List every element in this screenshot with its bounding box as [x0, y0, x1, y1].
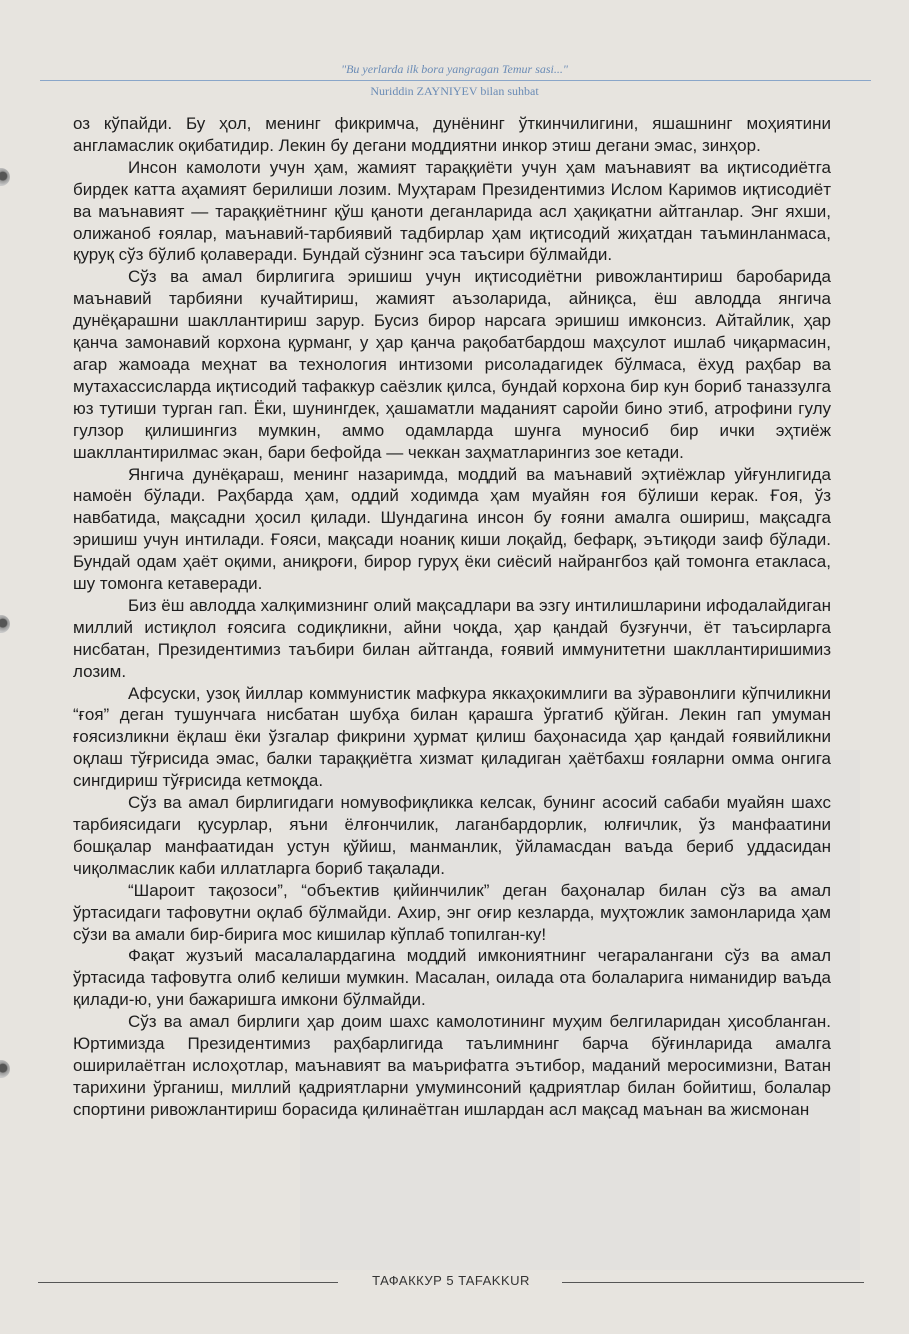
binder-hole [0, 168, 10, 186]
footer-label: ТАФАККУР 5 TAFAKKUR [372, 1273, 530, 1288]
paragraph: “Шароит тақозоси”, “объектив қийинчилик” деган баҳоналар билан сўз ва амал ўртасидаги тафовутни оқлаб бўлмайди. Ахир, энг оғир кезларда, муҳтожлик замонларида ҳам сўзи ва амали бир-бирига мос кишилар кўплаб топилган-ку! [73, 880, 831, 944]
paragraph: Фақат жузъий масалалардагина моддий имкониятнинг чегаралангани сўз ва амал ўртасида тафовутга олиб келиши мумкин. Масалан, оилада ота болаларига ниманидир ваъда қилади-ю, уни бажаришга имкони бўлмайди. [73, 946, 831, 1010]
paragraph: Сўз ва амал бирлигидаги номувофиқликка келсак, бунинг асосий сабаби муайян шахс тарбиясидаги қусурлар, яъни ёлғончилик, лаганбардорлик, юлғичлик, ўз манфаатини бошқалар манфаатидан устун қўйиш, манманлик, ўйламасдан ваъда бериб уддасидан чиқолмаслик каби иллатларга бориб тақалади. [73, 793, 831, 878]
header-quote: "Bu yerlarda ilk bora yangragan Temur sasi..." [341, 62, 568, 76]
paragraph: Янгича дунёқараш, менинг назаримда, моддий ва маънавий эҳтиёжлар уйғунлигида намоён бўлади. Раҳбарда ҳам, оддий ходимда ҳам муайян ғоя бўлиши керак. Ғоя, ўз навбатида, мақсадни ҳосил қилади. Шундагина инсон бу ғояни амалга ошириш, мақсадга эришиш учун интилади. Ғояси, мақсади ноаниқ киши лоқайд, бефарқ, эътиқоди заиф бўлади. Бундай одам ҳаёт оқими, аниқроғи, бирор гуруҳ ёки сиёсий найрангбоз қай томонга етакласа, шу томонга кетаверади. [73, 464, 831, 594]
header-subtitle: Nuriddin ZAYNIYEV bilan suhbat [370, 84, 539, 98]
binder-hole [0, 1060, 10, 1078]
binder-hole [0, 615, 10, 633]
footer-rule-right [562, 1282, 864, 1283]
paragraph: оз кўпайди. Бу ҳол, менинг фикримча, дунёнинг ўткинчилигини, яшашнинг моҳиятини англамаслик оқибатидир. Лекин бу дегани моддиятни инкор этиш дегани эмас, зинҳор. [73, 114, 831, 155]
header-rule [40, 80, 871, 81]
paragraph: Афсуски, узоқ йиллар коммунистик мафкура яккаҳокимлиги ва зўравонлиги кўпчиликни “ғоя” деган тушунчага нисбатан шубҳа билан қарашга ўргатиб қўйган. Лекин гап умуман ғоясизликни ёқлаш ёки ўзгалар фикрини ҳурмат қилиш баҳонасида ҳар қандай ғоявийликни оқлаш тўғрисида эмас, балки тараққиётга хизмат қиладиган ҳаётбахш ғояларни омма онгига сингдириш тўғрисида кетмоқда. [73, 683, 831, 791]
footer-rule-left [38, 1282, 338, 1283]
paragraph: Биз ёш авлодда халқимизнинг олий мақсадлари ва эзгу интилишларини ифодалайдиган миллий истиқлол ғоясига содиқликни, айни чоқда, ҳар қандай бузғунчи, ёт таъсирларга нисбатан, Президентимиз таъбири билан айтганда, ғоявий иммунитетни шакллантиришимиз лозим. [73, 595, 831, 681]
paragraph: Сўз ва амал бирлиги ҳар доим шахс камолотининг муҳим белгиларидан ҳисобланган. Юртимизда Президентимиз раҳбарлигида таълимнинг барча бўғинларида амалга оширилаётган ислоҳотлар, маънавият ва маърифатга эътибор, маданий меросимизни, Ватан тарихини ўрганиш, миллий қадриятларни умуминсоний қадриятлар билан бойитиш, болалар спортини ривожлантириш борасида қилинаётган ишлардан асл мақсад маънан ва жисмонан [73, 1012, 831, 1119]
article-body [73, 113, 831, 1121]
paragraph: Инсон камолоти учун ҳам, жамият тараққиёти учун ҳам маънавият ва иқтисодиётга бирдек катта аҳамият берилиши лозим. Муҳтарам Президентимиз Ислом Каримов иқтисодиёт ва маънавият — тараққиётнинг қўш қаноти деганларида асл ҳақиқатни айтганлар. Энг яхши, олижаноб ғоялар, маънавий-тарбиявий тадбирлар ҳам иқтисодий жиҳатдан таъминланмаса, қуруқ сўз бўлиб қолаверади. Бундай сўзнинг эса таъсири бўлмайди. [73, 157, 831, 265]
running-header [0, 62, 909, 98]
paragraph: Сўз ва амал бирлигига эришиш учун иқтисодиётни ривожлантириш баробарида маънавий тарбияни кучайтириш, жамият аъзоларида, айниқса, ёш авлодда янгича дунёқарашни шакллантириш зарур. Бусиз бирор нарсага эришиш имконсиз. Айтайлик, ҳар қанча замонавий корхона қурманг, у ҳар қанча рақобатбардош маҳсулот ишлаб чиқармасин, агар жамоада меҳнат ва технология интизоми рисоладагидек бўлмаса, ёхуд раҳбар ва мутахассисларда иқтисодий тафаккур саёзлик қилса, бундай корхона бир кун бориб таназзулга юз тутиши турган гап. Ёки, шунингдек, ҳашаматли маданият саройи бино этиб, атрофини гулу гулзор қилишингиз мумкин, аммо одамларда шунга муносиб бир ички эҳтиёж шакллантирилмас экан, бари бефойда — чеккан заҳматларингиз зое кетади. [73, 267, 831, 462]
page-footer [0, 1268, 909, 1288]
